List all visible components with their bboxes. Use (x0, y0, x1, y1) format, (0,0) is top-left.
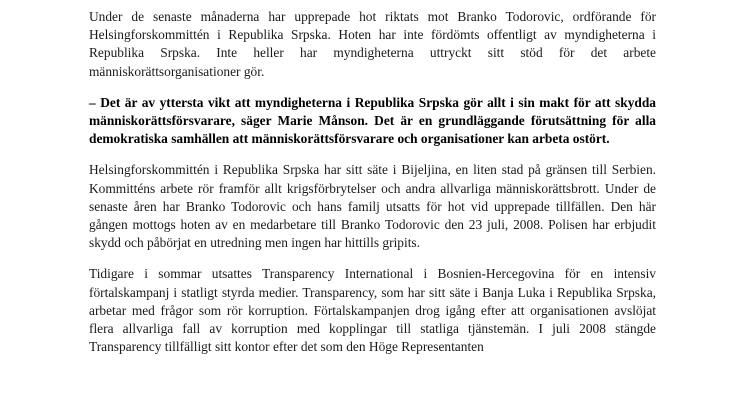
document-page (89, 8, 656, 369)
paragraph-threats-intro: Under de senaste månaderna har upprepade hot riktats mot Branko Todorovic, ordförande för Helsingforskommittén i Republika Srpska. Hoten har inte fördömts offentligt av myndigheterna i Republika Srpska. Inte heller har myndigheterna uttryckt sitt stöd för det arbete människorättsorganisationer gör. (89, 9, 656, 79)
paragraph-helsinki-committee: Helsingforskommittén i Republika Srpska har sitt säte i Bijeljina, en liten stad på gränsen till Serbien. Kommitténs arbete rör framför allt krigsförbrytelser och andra allvarliga människorättsbrott. Under de senaste åren har Branko Todorovic och hans familj utsatts för hot vid upprepade tillfällen. Den här gången mottogs hoten av en medarbetare till Branko Todorovic den 23 juli, 2008. Polisen har erbjudit skydd och påbörjat en utredning men ingen har hittills gripits. (89, 162, 656, 251)
paragraph-transparency-international: Tidigare i sommar utsattes Transparency International i Bosnien-Hercegovina för en intensiv förtalskampanj i statligt styrda medier. Transparency, som har sitt säte i Banja Luka i Republika Srpska, arbetar med frågor som rör korruption. Förtalskampanjen drog igång efter att organisationen avslöjat flera allvarliga fall av korruption med kopplingar till statliga tjänstemän. I juli 2008 stängde Transparency tillfälligt sitt kontor efter det som den Höge Representanten (89, 266, 656, 355)
paragraph-quote-marie-manson: – Det är av yttersta vikt att myndigheterna i Republika Srpska gör allt i sin makt för att skydda människorättsförsvarare, säger Marie Månson. Det är en grundläggande förutsättning för alla demokratiska samhällen att människorättsförsvarare och organisationer kan arbeta ostört. (89, 94, 656, 147)
